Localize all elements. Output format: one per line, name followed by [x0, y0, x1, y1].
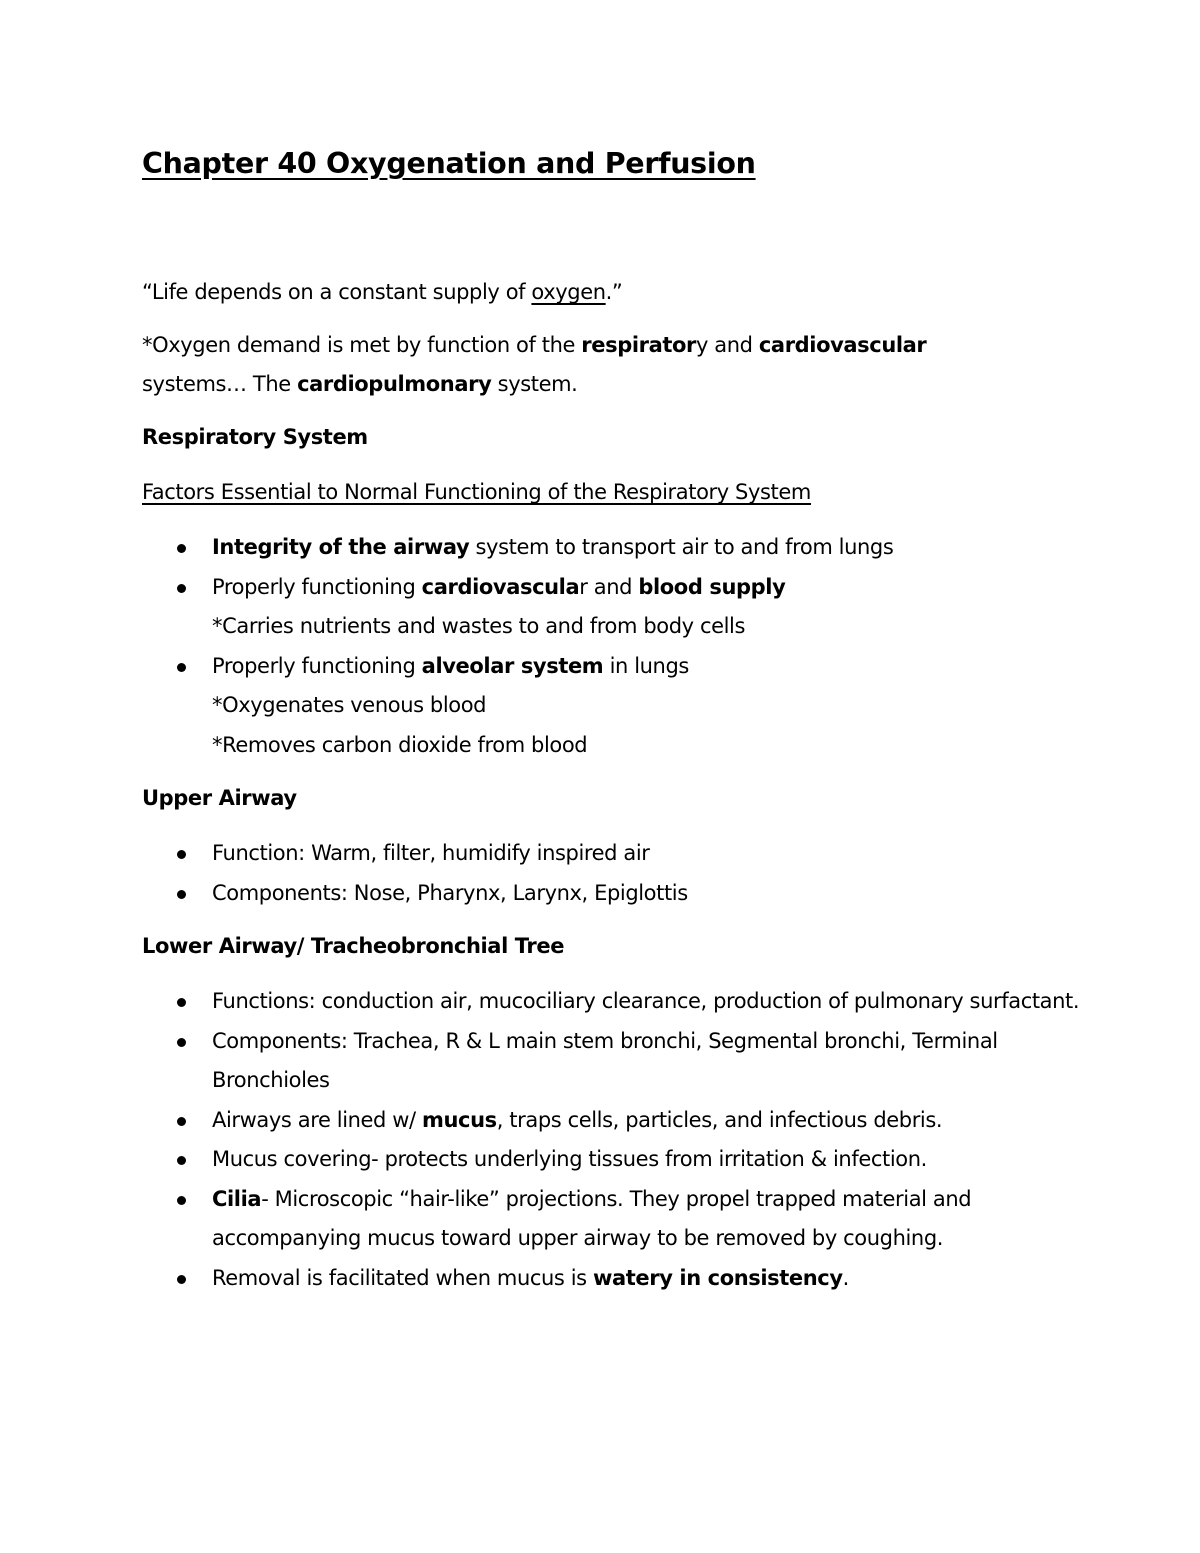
list-item: Components: Trachea, R & L main stem bronchi, Segmental bronchi, Terminal Bronchioles [142, 1022, 1082, 1101]
list-item: Components: Nose, Pharynx, Larynx, Epiglottis [142, 874, 1082, 914]
respiratory-factors-list [142, 528, 1082, 765]
page-title: Chapter 40 Oxygenation and Perfusion [142, 147, 756, 180]
list-item: Functions: conduction air, mucociliary clearance, production of pulmonary surfactant. [142, 982, 1082, 1022]
item-bold: mucus [422, 1107, 497, 1132]
list-item [142, 1259, 1082, 1299]
item-bold: alveolar system [421, 653, 604, 678]
quote-underlined-word: oxygen [531, 280, 606, 304]
item-text: Properly functioning [212, 653, 422, 678]
item-bold: watery in consistency [592, 1265, 843, 1290]
respiratory-heading: Respiratory System [142, 425, 368, 449]
item-text: Removal is facilitated when mucus is [212, 1265, 593, 1290]
list-item: Function: Warm, filter, humidify inspired air [142, 834, 1082, 874]
demand-text-2: y and [695, 333, 759, 357]
demand-text-3: systems… The [142, 372, 298, 396]
list-item [142, 568, 1082, 647]
document-page [142, 140, 1082, 1298]
item-bold: Cilia [212, 1186, 262, 1211]
oxygen-demand-paragraph [142, 326, 1082, 404]
item-note: *Removes carbon dioxide from blood [212, 732, 588, 757]
item-text: in lungs [603, 653, 689, 678]
item-text: , traps cells, particles, and infectious debris. [496, 1107, 943, 1132]
item-note: *Oxygenates venous blood [212, 693, 487, 717]
item-note: *Carries nutrients and wastes to and from body cells [212, 614, 746, 638]
upper-airway-heading: Upper Airway [142, 786, 297, 810]
upper-airway-list [142, 834, 1082, 913]
item-text: r and [579, 574, 639, 599]
item-text: Airways are lined w/ [212, 1107, 422, 1132]
lower-airway-heading: Lower Airway/ Tracheobronchial Tree [142, 934, 565, 958]
demand-bold-cardiopulmonary: cardiopulmonary [297, 372, 492, 396]
list-item [142, 528, 1082, 568]
item-text: system to transport air to and from lungs [469, 535, 894, 559]
demand-bold-cardiovascular: cardiovascular [758, 333, 927, 357]
list-item: Mucus covering- protects underlying tissues from irritation & infection. [142, 1140, 1082, 1180]
item-bold: cardiovascula [421, 574, 580, 599]
demand-bold-respiratory: respirator [581, 333, 696, 357]
item-text: Properly functioning [212, 574, 422, 599]
respiratory-subheading: Factors Essential to Normal Functioning of the Respiratory System [142, 480, 811, 504]
item-text: - Microscopic “hair-like” projections. They propel trapped material and accompanying mucus toward upper airway to be removed by coughing. [212, 1186, 972, 1250]
item-text: . [842, 1265, 849, 1290]
item-bold: blood supply [638, 574, 786, 599]
lower-airway-list [142, 982, 1082, 1298]
item-bold: Integrity of the airway [212, 535, 470, 559]
demand-text-4: system. [491, 372, 578, 396]
list-item [142, 1101, 1082, 1141]
demand-text-1: *Oxygen demand is met by function of the [142, 333, 582, 357]
quote-text: “Life depends on a constant supply of [142, 280, 532, 304]
list-item [142, 1180, 1082, 1259]
list-item [142, 647, 1082, 766]
opening-quote [142, 273, 1082, 312]
quote-close: .” [605, 280, 623, 304]
